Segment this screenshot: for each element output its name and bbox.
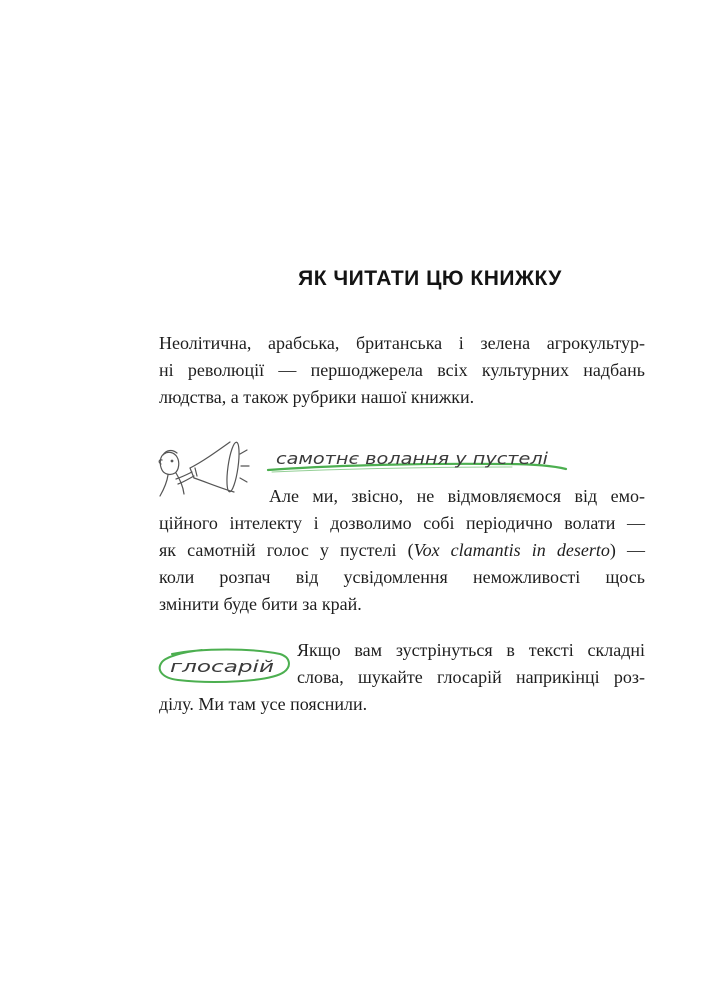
vox-line: коли розпач від усвідомлення неможливості щось [159, 567, 645, 587]
vox-line-text: ) — [609, 540, 645, 560]
glossary-line: ділу. Ми там усе пояснили. [159, 694, 368, 714]
intro-line: Неолітична, арабська, британська і зелена агрокультур- [159, 333, 645, 353]
glossary-line: слова, шукайте глосарій наприкінці роз- [297, 667, 645, 687]
vox-paragraph [159, 483, 645, 618]
vox-latin-phrase: Vox clamantis in deserto [413, 540, 610, 560]
page-title: ЯК ЧИТАТИ ЦЮ КНИЖКУ [298, 267, 562, 290]
vox-label-text: самотнє волання у пустелі [276, 449, 549, 468]
intro-line: ні революції — першоджерела всіх культурних надбань [159, 360, 645, 380]
glossary-label-text: глосарій [170, 657, 274, 676]
vox-line: ційного інтелекту і дозволимо собі періодично волати — [159, 513, 645, 533]
vox-line [159, 537, 645, 564]
intro-paragraph [159, 330, 645, 411]
intro-line: людства, а також рубрики нашої книжки. [159, 387, 475, 407]
glossary-line: Якщо вам зустрінуться в тексті складні [297, 640, 645, 660]
vox-line-text: як самотній голос у пустелі ( [159, 540, 414, 560]
glossary-paragraph [159, 637, 645, 718]
vox-line: Але ми, звісно, не відмовляємося від емо- [269, 486, 645, 506]
vox-line: змінити буде бити за край. [159, 594, 362, 614]
vox-rubric-label [262, 444, 572, 478]
